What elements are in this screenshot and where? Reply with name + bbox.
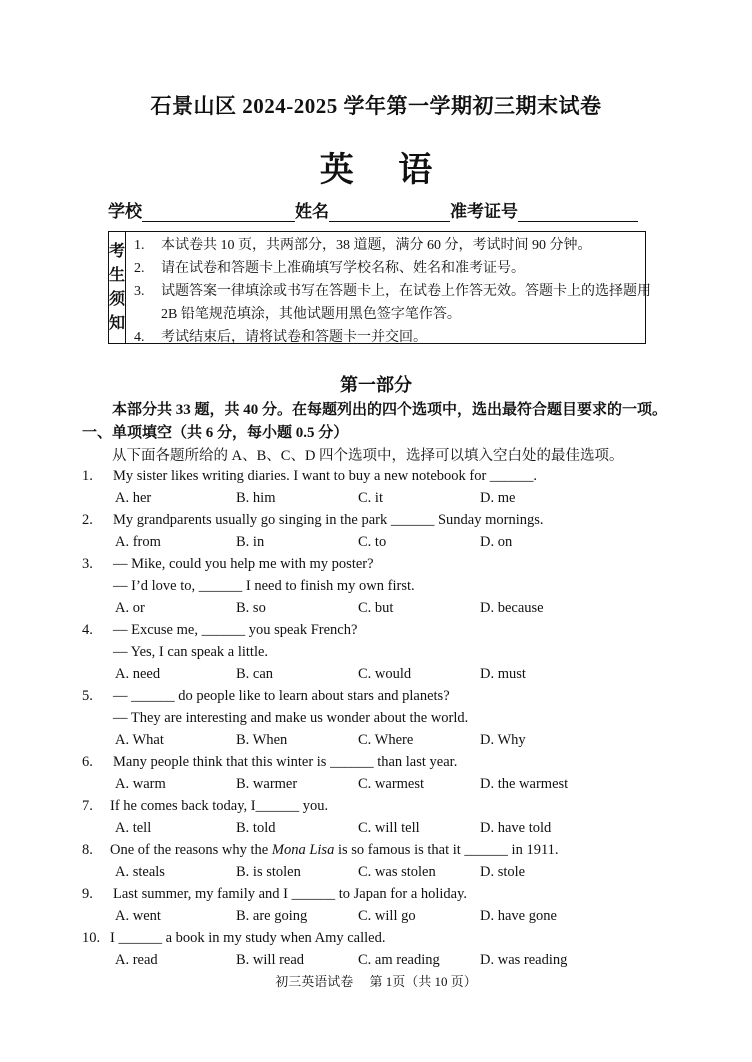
answer-option: A. tell <box>115 820 152 836</box>
answer-option: C. but <box>358 600 394 616</box>
part-intro: 本部分共 33 题，共 40 分。在每题列出的四个选项中，选出最符合题目要求的一项。 <box>112 402 668 418</box>
answer-option: C. Where <box>358 732 414 748</box>
answer-option: D. have told <box>480 820 552 836</box>
answer-option: C. will tell <box>358 820 420 836</box>
question-stem-line: One of the reasons why the Mona Lisa is so famous is that it ______ in 1911. <box>110 842 559 858</box>
answer-option: B. will read <box>236 952 305 968</box>
question-stem-line: I ______ a book in my study when Amy called. <box>110 930 386 946</box>
notice-item-text: 考试结束后，请将试卷和答题卡一并交回。 <box>161 330 428 345</box>
answer-option: D. on <box>480 534 513 550</box>
subject-title: 英 语 <box>319 152 451 189</box>
question-stem-line: — They are interesting and make us wonder about the world. <box>113 710 469 726</box>
notice-item <box>134 326 651 349</box>
question-number: 10. <box>82 930 101 946</box>
question-number: 7. <box>82 798 93 814</box>
notice-item <box>134 257 651 280</box>
question-stem-line: My sister likes writing diaries. I want to buy a new notebook for ______. <box>113 468 538 484</box>
question-stem-line: — Yes, I can speak a little. <box>113 644 269 660</box>
answer-option: A. or <box>115 600 145 616</box>
notice-heading-char: 知 <box>109 314 126 332</box>
notice-box <box>108 231 652 345</box>
question-number: 5. <box>82 688 93 704</box>
name-label: 姓名 <box>295 202 329 221</box>
section-title: 一、单项填空（共 6 分，每小题 0.5 分） <box>82 425 349 441</box>
notice-item-number: 3. <box>134 284 145 299</box>
answer-option: D. the warmest <box>480 776 569 792</box>
question-number: 8. <box>82 842 93 858</box>
notice-heading-char: 生 <box>109 266 126 284</box>
school-label: 学校 <box>108 202 142 221</box>
question-stem-line: My grandparents usually go singing in the park ______ Sunday mornings. <box>113 512 544 528</box>
answer-option: C. it <box>358 490 383 506</box>
answer-option: D. stole <box>480 864 526 880</box>
notice-heading <box>109 232 126 343</box>
page-footer: 初三英语试卷 第 1页（共 10 页） <box>275 974 477 989</box>
question-stem-line: Last summer, my family and I ______ to Japan for a holiday. <box>113 886 468 902</box>
question-stem-line: — I’d love to, ______ I need to finish my own first. <box>113 578 415 594</box>
answer-option: D. because <box>480 600 544 616</box>
question-number: 9. <box>82 886 93 902</box>
answer-option: A. her <box>115 490 152 506</box>
name-field[interactable] <box>329 205 450 222</box>
italic-title: Mona Lisa <box>271 842 335 858</box>
answer-option: C. am reading <box>358 952 440 968</box>
part-title: 第一部分 <box>340 375 412 395</box>
notice-heading-char: 考 <box>109 242 126 260</box>
answer-option: A. steals <box>115 864 165 880</box>
answer-option: C. to <box>358 534 387 550</box>
exam-number-field[interactable] <box>518 205 638 222</box>
answer-option: A. went <box>115 908 161 924</box>
question-number: 6. <box>82 754 93 770</box>
question-stem-line: — ______ do people like to learn about stars and planets? <box>113 688 450 704</box>
school-field[interactable] <box>142 205 295 222</box>
student-info-row <box>108 197 638 222</box>
answer-option: B. in <box>236 534 265 550</box>
answer-option: C. was stolen <box>358 864 436 880</box>
answer-option: A. from <box>115 534 161 550</box>
notice-list <box>126 232 651 343</box>
answer-option: B. told <box>236 820 276 836</box>
notice-item-text: 本试卷共 10 页，共两部分，38 道题，满分 60 分，考试时间 90 分钟。 <box>161 238 592 253</box>
notice-item-number: 1. <box>134 238 145 253</box>
answer-option: C. would <box>358 666 412 682</box>
answer-option: A. need <box>115 666 161 682</box>
exam-title: 石景山区 2024-2025 学年第一学期初三期末试卷 <box>150 94 602 118</box>
question-number: 1. <box>82 468 93 484</box>
answer-option: B. him <box>236 490 276 506</box>
answer-option: D. me <box>480 490 516 506</box>
answer-option: D. Why <box>480 732 526 748</box>
answer-option: D. have gone <box>480 908 557 924</box>
answer-option: D. must <box>480 666 526 682</box>
answer-option: B. so <box>236 600 266 616</box>
section-directions: 从下面各题所给的 A、B、C、D 四个选项中，选择可以填入空白处的最佳选项。 <box>112 448 624 464</box>
answer-option: B. When <box>236 732 288 748</box>
answer-option: A. read <box>115 952 158 968</box>
answer-option: C. will go <box>358 908 416 924</box>
answer-option: C. warmest <box>358 776 425 792</box>
answer-option: D. was reading <box>480 952 568 968</box>
notice-item <box>134 280 651 326</box>
exam-number-label: 准考证号 <box>450 202 518 221</box>
answer-option: B. warmer <box>236 776 298 792</box>
question-number: 2. <box>82 512 93 528</box>
notice-item <box>134 234 651 257</box>
notice-heading-char: 须 <box>109 290 126 308</box>
notice-item-number: 2. <box>134 261 145 276</box>
notice-item-text: 请在试卷和答题卡上准确填写学校名称、姓名和准考证号。 <box>161 261 526 276</box>
answer-option: B. is stolen <box>236 864 301 880</box>
question-number: 4. <box>82 622 93 638</box>
question-stem-line: If he comes back today, I______ you. <box>110 798 329 814</box>
notice-item-text: 试题答案一律填涂或书写在答题卡上，在试卷上作答无效。答题卡上的选择题用 2B 铅笔规范填涂，其他试题用黑色签字笔作答。 <box>161 284 652 322</box>
notice-item-number: 4. <box>134 330 145 345</box>
question-stem-line: Many people think that this winter is ______ than last year. <box>113 754 458 770</box>
question-number: 3. <box>82 556 93 572</box>
question-stem-line: — Mike, could you help me with my poster? <box>113 556 374 572</box>
answer-option: A. What <box>115 732 164 748</box>
answer-option: B. can <box>236 666 274 682</box>
answer-option: B. are going <box>236 908 308 924</box>
answer-option: A. warm <box>115 776 166 792</box>
question-stem-line: — Excuse me, ______ you speak French? <box>113 622 358 638</box>
